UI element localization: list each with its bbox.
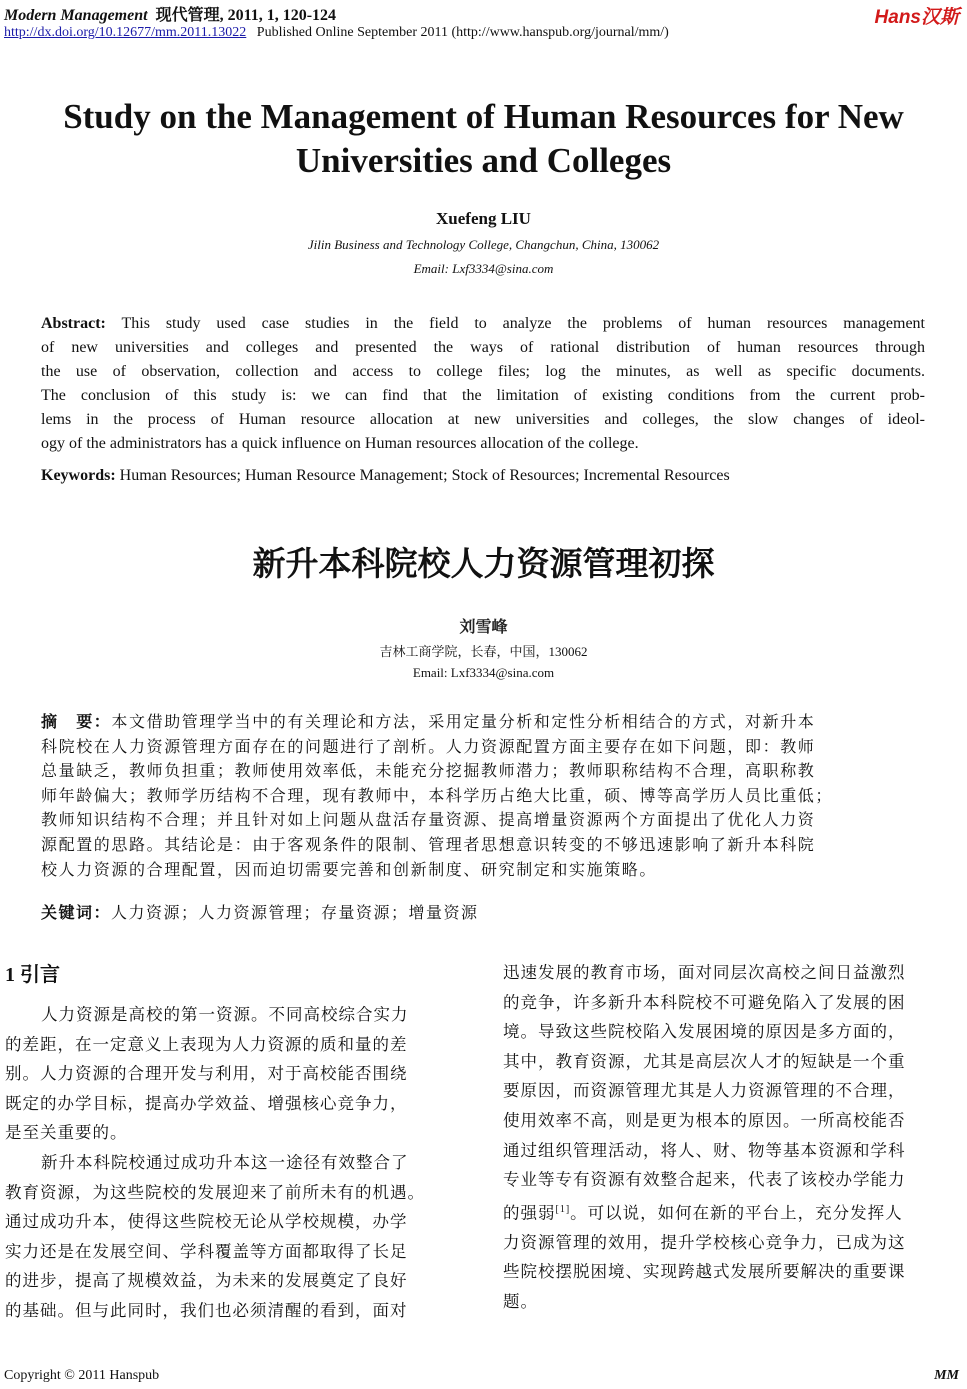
abstract-cn-line: 科院校在人力资源管理方面存在的问题进行了剖析。人力资源配置方面主要存在如下问题，即：教师 <box>41 736 816 756</box>
keywords-cn <box>41 900 479 923</box>
body-column-left <box>5 1000 463 1326</box>
published-info: Published Online September 2011 (http://www.hanspub.org/journal/mm/) <box>256 25 669 40</box>
body-line: 通过组织管理活动，将人、财、物等基本资源和学科 <box>503 1140 906 1160</box>
body-line: 是至关重要的。 <box>5 1123 128 1143</box>
abstract-cn-line: 源配置的思路。其结论是：由于客观条件的限制、管理者思想意识转变的不够迅速影响了新升本科院 <box>41 834 816 854</box>
email-en: Email: Lxf3334@sina.com <box>413 261 554 276</box>
title-line: Study on the Management of Human Resources for New <box>63 97 904 136</box>
doi-line <box>4 25 669 41</box>
keywords-text: Human Resources; Human Resource Management; Stock of Resources; Incremental Resources <box>115 467 730 484</box>
hans-logo: Hans汉斯 <box>874 7 959 28</box>
body-line: 既定的办学目标，提高办学效益、增强核心竞争力， <box>5 1093 408 1113</box>
body-line: 的竞争，许多新升本科院校不可避免陷入了发展的困 <box>503 992 906 1012</box>
paper-title-cn: 新升本科院校人力资源管理初探 <box>252 544 715 583</box>
body-text: 。可以说，如何在新的平台上，充分发挥人 <box>570 1203 903 1223</box>
copyright: Copyright © 2011 Hanspub <box>4 1368 160 1383</box>
author-en: Xuefeng LIU <box>436 209 531 228</box>
journal-abbr: MM <box>934 1368 959 1383</box>
body-line: 题。 <box>503 1292 538 1312</box>
body-line: 境。导致这些院校陷入发展困境的原因是多方面的， <box>503 1022 906 1042</box>
abstract-label: Abstract: <box>41 315 106 332</box>
affiliation-cn: 吉林工商学院，长春，中国，130062 <box>379 644 588 659</box>
body-line: 其中，教育资源，尤其是高层次人才的短缺是一个重 <box>503 1051 906 1071</box>
abstract-cn-line: 校人力资源的合理配置，因而迫切需要完善和创新制度、研究制定和实施策略。 <box>41 859 658 879</box>
body-line: 新升本科院校通过成功升本这一途径有效整合了 <box>41 1152 409 1172</box>
body-line: 些院校摆脱困境、实现跨越式发展所要解决的重要课 <box>503 1262 906 1282</box>
body-line: 的差距，在一定意义上表现为人力资源的质和量的差 <box>5 1034 408 1054</box>
body-text: 的强弱 <box>503 1203 556 1223</box>
section-heading: 1 引言 <box>5 964 60 986</box>
abstract-line: lems in the process of Human resource allocation at new universities and colleges, the slow changes of ideol- <box>41 411 925 428</box>
abstract-line: The conclusion of this study is: we can find that the limitation of existing conditions from the current prob- <box>41 387 925 404</box>
keywords-cn-text: 人力资源；人力资源管理；存量资源；增量资源 <box>111 903 479 922</box>
abstract-line: This study used case studies in the field to analyze the problems of human resources management <box>105 315 925 332</box>
citation-ref[interactable]: [1] <box>555 1203 571 1215</box>
body-line: 要原因，而资源管理尤其是人力资源管理的不合理， <box>503 1081 906 1101</box>
keywords-label: Keywords: <box>41 467 116 484</box>
abstract-line: ogy of the administrators has a quick influence on Human resources allocation of the college. <box>41 435 639 452</box>
abstract-cn-line: 教师知识结构不合理；并且针对如上问题从盘活存量资源、提高增量资源两个方面提出了优化人力资 <box>41 810 816 830</box>
body-line: 力资源管理的效用，提升学校核心竞争力，已成为这 <box>503 1232 906 1252</box>
email-cn: Email: Lxf3334@sina.com <box>412 665 555 680</box>
body-line: 专业等专有资源有效整合起来，代表了该校办学能力 <box>503 1170 906 1190</box>
abstract-cn-line: 总量缺乏，教师负担重；教师使用效率低，未能充分挖掘教师潜力；教师职称结构不合理，高职称教 <box>41 761 816 781</box>
abstract-cn-label: 摘 要： <box>41 712 112 731</box>
abstract-line: of new universities and colleges and presented the ways of rational distribution of human resources through <box>41 339 925 356</box>
body-line: 通过成功升本，使得这些院校无论从学校规模，办学 <box>5 1212 408 1232</box>
body-line: 人力资源是高校的第一资源。不同高校综合实力 <box>41 1005 409 1024</box>
keywords-cn-label: 关键词： <box>41 903 112 922</box>
abstract-cn <box>41 710 925 882</box>
abstract-cn-line: 本文借助管理学当中的有关理论和方法，采用定量分析和定性分析相结合的方式，对新升本 <box>111 712 816 731</box>
journal-header <box>4 2 336 25</box>
paper-title-en <box>0 95 967 183</box>
body-line: 别。人力资源的合理开发与利用，对于高校能否围绕 <box>5 1064 408 1084</box>
author-cn: 刘雪峰 <box>459 619 508 636</box>
journal-issue: 现代管理, 2011, 1, 120-124 <box>155 7 337 24</box>
body-line: 使用效率不高，则是更为根本的原因。一所高校能否 <box>503 1110 906 1130</box>
body-line <box>503 1195 965 1228</box>
title-line: Universities and Colleges <box>295 141 672 180</box>
body-line: 实力还是在发展空间、学科覆盖等方面都取得了长足 <box>5 1241 408 1261</box>
body-line: 的进步，提高了规模效益，为未来的发展奠定了良好 <box>5 1271 408 1291</box>
body-column-right <box>503 958 965 1317</box>
keywords-en <box>41 467 730 485</box>
body-line: 迅速发展的教育市场，面对同层次高校之间日益激烈 <box>503 963 906 982</box>
abstract-cn-line: 师年龄偏大；教师学历结构不合理，现有教师中，本科学历占绝大比重，硕、博等高学历人员比重低； <box>41 785 834 805</box>
abstract-line: the use of observation, collection and access to college files; log the minutes, as well as specific documents. <box>41 363 925 380</box>
doi-link[interactable]: http://dx.doi.org/10.12677/mm.2011.13022 <box>4 25 247 40</box>
journal-name: Modern Management <box>4 7 148 24</box>
body-line: 的基础。但与此同时，我们也必须清醒的看到，面对 <box>5 1300 408 1320</box>
body-line: 教育资源，为这些院校的发展迎来了前所未有的机遇。 <box>5 1182 425 1202</box>
abstract-en <box>41 312 925 456</box>
affiliation-en: Jilin Business and Technology College, Changchun, China, 130062 <box>307 237 660 252</box>
